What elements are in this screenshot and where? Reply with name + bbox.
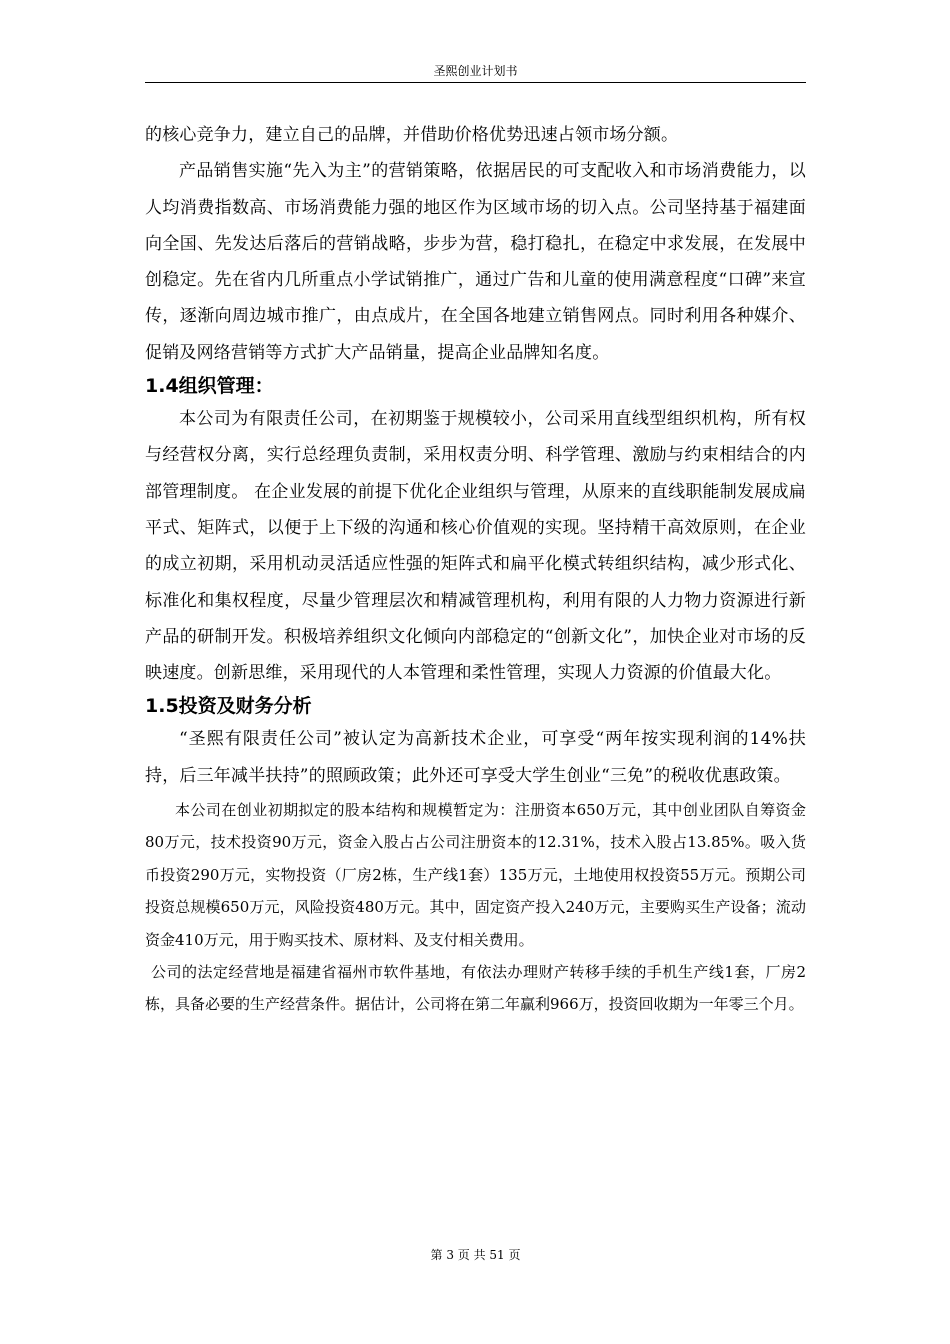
paragraph-organization: 本公司为有限责任公司，在初期鉴于规模较小，公司采用直线型组织机构，所有权与经营权分离，实行总经理负责制，采用权责分明、科学管理、激励与约束相结合的内部管理制度。 在企业发展的前提下优化企业组织与管理，从原来的直线职能制发展成扁平式、矩阵式，以便于上下级的沟通和核心价值观的实现。坚持精干高效原则，在企业的成立初期，采用机动灵活适应性强的矩阵式和扁平化模式转组织结构，减少形式化、标准化和集权程度，尽量少管理层次和精减管理机构，利用有限的人力物力资源进行新产品的研制开发。积极培养组织文化倾向内部稳定的“创新文化”，加快企业对市场的反映速度。创新思维，采用现代的人本管理和柔性管理，实现人力资源的价值最大化。 bbox=[145, 409, 806, 684]
paragraph-capital-structure: 本公司在创业初期拟定的股本结构和规模暂定为：注册资本650万元，其中创业团队自筹资金80万元，技术投资90万元，资金入股占占公司注册资本的12.31%，技术入股占13.85%。吸入货币投资290万元，实物投资（厂房2栋，生产线1套）135万元，土地使用权投资55万元。预期公司投资总规模650万元，风险投资480万元。其中，固定资产投入240万元，主要购买生产设备；流动资金410万元，用于购买技术、原材料、及支付相关费用。 bbox=[145, 801, 806, 949]
header-rule bbox=[145, 82, 806, 83]
section-heading-investment: 1.5投资及财务分析 bbox=[145, 695, 312, 718]
document-body bbox=[145, 117, 806, 1021]
page-header: 圣熙创业计划书 bbox=[433, 64, 518, 78]
paragraph-sales-strategy: 产品销售实施“先入为主”的营销策略，依据居民的可支配收入和市场消费能力，以人均消费指数高、市场消费能力强的地区作为区域市场的切入点。公司坚持基于福建面向全国、先发达后落后的营销战略，步步为营，稳打稳扎，在稳定中求发展，在发展中创稳定。先在省内几所重点小学试销推广，通过广告和儿童的使用满意程度“口碑”来宣传，逐渐向周边城市推广，由点成片，在全国各地建立销售网点。同时利用各种媒介、促销及网络营销等方式扩大产品销量，提高企业品牌知名度。 bbox=[145, 161, 806, 363]
paragraph-tax-policy: “圣熙有限责任公司”被认定为高新技术企业，可享受“两年按实现利润的14%扶持，后三年减半扶持”的照顾政策；此外还可享受大学生创业“三免”的税收优惠政策。 bbox=[145, 729, 806, 786]
page-footer: 第 3 页 共 51 页 bbox=[430, 1248, 521, 1262]
section-heading-organization: 1.4组织管理： bbox=[145, 375, 274, 398]
paragraph-core-competence: 的核心竞争力，建立自己的品牌，并借助价格优势迅速占领市场分额。 bbox=[145, 125, 679, 145]
paragraph-business-site: 公司的法定经营地是福建省福州市软件基地，有依法办理财产转移手续的手机生产线1套，厂房2栋，具备必要的生产经营条件。据估计，公司将在第二年赢利966万，投资回收期为一年零三个月。 bbox=[145, 963, 806, 1014]
